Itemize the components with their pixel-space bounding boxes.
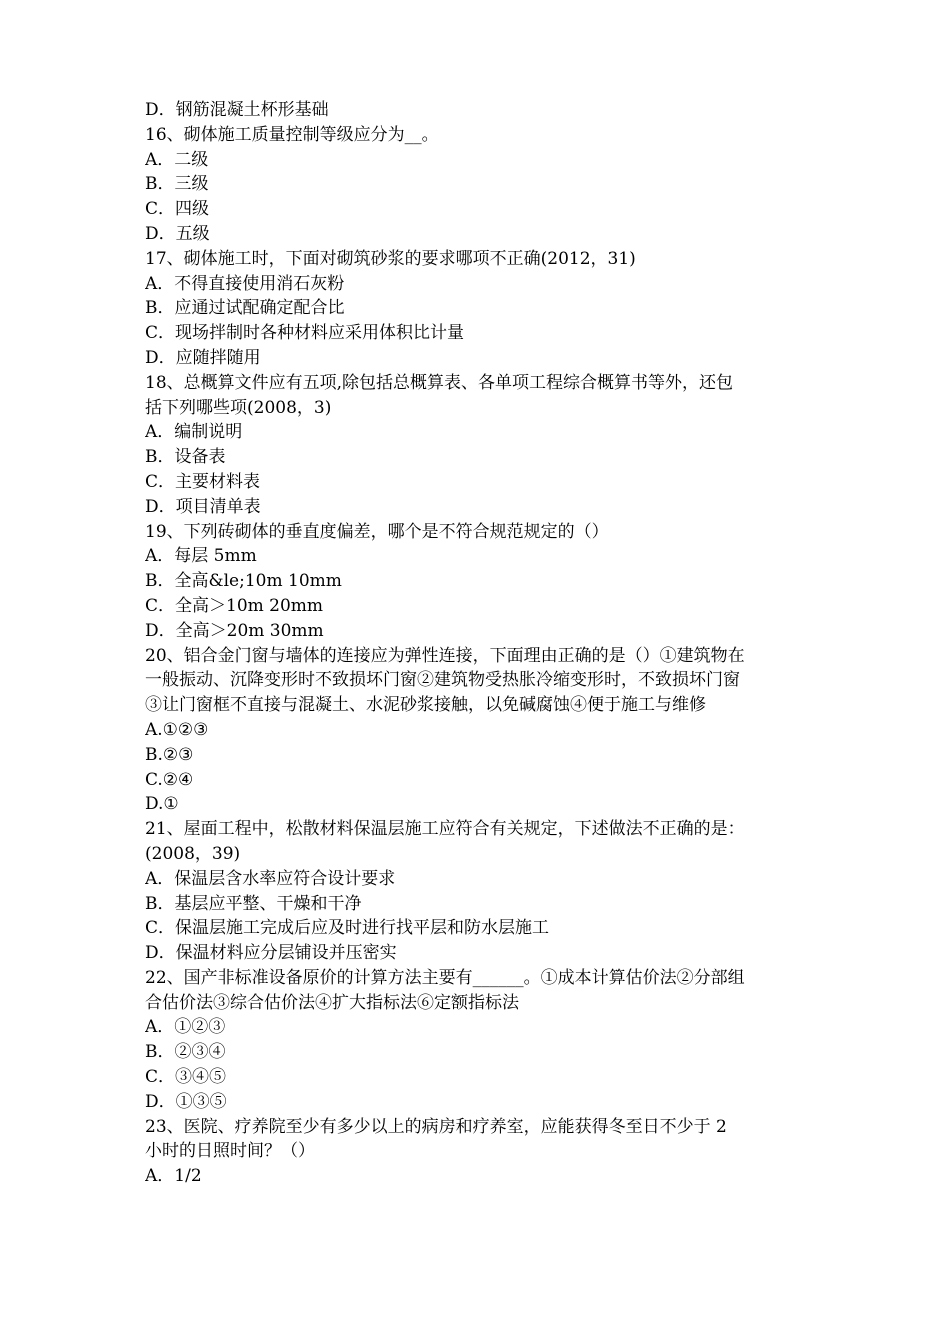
text-line: C．保温层施工完成后应及时进行找平层和防水层施工 [145,918,550,939]
text-line: 16、砌体施工质量控制等级应分为__。 [145,124,439,145]
text-line: A．保温层含水率应符合设计要求 [145,868,396,889]
text-line: D．应随拌随用 [145,347,261,368]
text-line: 21、屋面工程中，松散材料保温层施工应符合有关规定，下述做法不正确的是： [145,819,745,840]
text-line: B．设备表 [145,447,226,468]
text-line: A．①②③ [145,1017,226,1038]
text-line: D．项目清单表 [145,496,261,517]
text-line: D．钢筋混凝土杯形基础 [145,100,329,120]
document-page [145,98,825,1189]
text-line: B．基层应平整、干燥和干净 [145,893,362,914]
text-line: B．全高&le;10m 10mm [145,571,342,592]
text-line: 22、国产非标准设备原价的计算方法主要有______。①成本计算估价法②分部组 [145,967,745,988]
text-line: A．不得直接使用消石灰粉 [145,273,345,294]
text-line: 23、医院、疗养院至少有多少以上的病房和疗养室，应能获得冬至日不少于 2 [145,1116,727,1137]
text-line: D．五级 [145,223,210,244]
text-line: D．全高＞20m 30mm [145,620,324,641]
text-line: C．现场拌制时各种材料应采用体积比计量 [145,323,465,344]
text-line: A．二级 [145,149,209,170]
text-line: C．全高＞10m 20mm [145,595,324,616]
text-line: 小时的日照时间？（） [145,1141,315,1162]
text-line: 一般振动、沉降变形时不致损坏门窗②建筑物受热胀冷缩变形时，不致损坏门窗 [145,670,740,691]
text-line: A．编制说明 [145,422,243,443]
text-line: 19、下列砖砌体的垂直度偏差，哪个是不符合规范规定的（） [145,521,609,542]
text-line: C．③④⑤ [145,1067,227,1088]
text-line: A．每层 5mm [145,546,257,567]
text-line: 17、砌体施工时，下面对砌筑砂浆的要求哪项不正确(2012，31) [145,248,636,269]
text-line: A．1/2 [145,1166,202,1187]
text-line: C.②④ [145,769,194,790]
text-line: B．三级 [145,174,209,195]
text-line: B.②③ [145,744,194,765]
text-line: 括下列哪些项(2008，3) [145,397,332,418]
text-line: 20、铝合金门窗与墙体的连接应为弹性连接，下面理由正确的是（）①建筑物在 [145,645,745,666]
text-line: D.① [145,794,179,815]
text-line: B．②③④ [145,1042,226,1063]
text-line: C．四级 [145,199,210,220]
text-line: D．①③⑤ [145,1091,227,1112]
text-line: A.①②③ [145,719,209,740]
text-line: C．主要材料表 [145,471,261,492]
text-line: 18、总概算文件应有五项,除包括总概算表、各单项工程综合概算书等外，还包 [145,372,734,393]
text-line: ③让门窗框不直接与混凝土、水泥砂浆接触，以免碱腐蚀④便于施工与维修 [145,695,706,716]
text-line: B．应通过试配确定配合比 [145,298,345,319]
text-line: D．保温材料应分层铺设并压密实 [145,943,397,964]
text-line: 合估价法③综合估价法④扩大指标法⑥定额指标法 [145,992,519,1013]
text-line: (2008，39) [145,843,241,864]
